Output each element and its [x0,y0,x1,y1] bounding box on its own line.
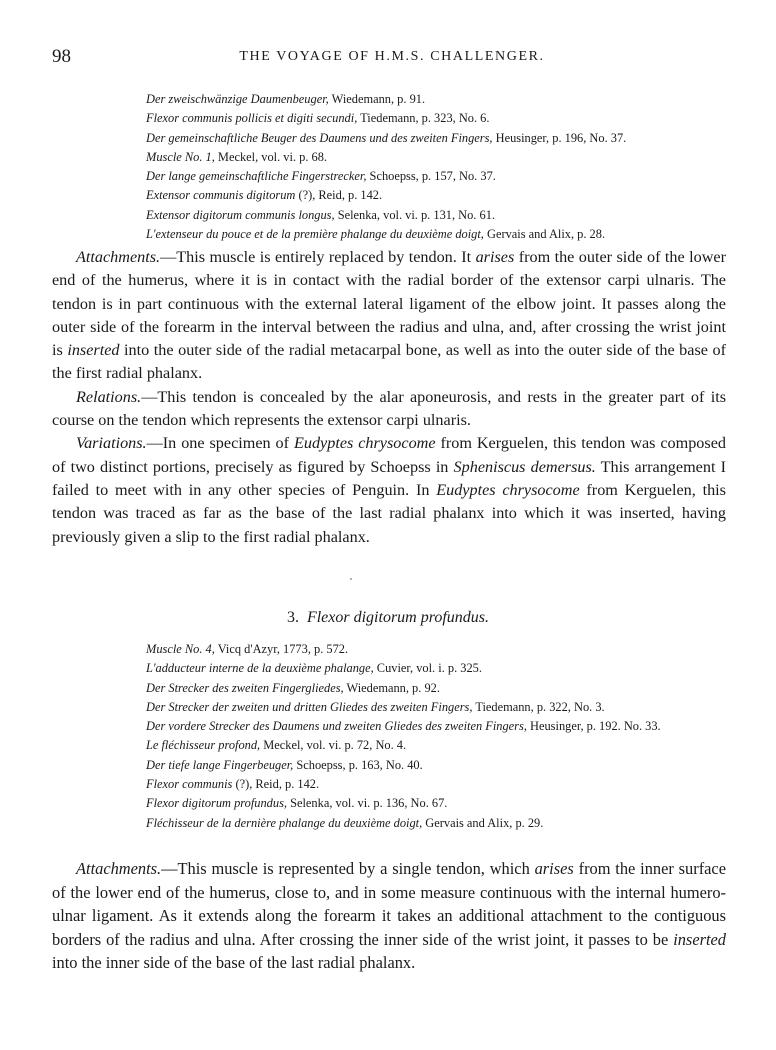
synonym-entry: L'adducteur interne de la deuxième phalange, Cuvier, vol. i. p. 325. [146,661,482,676]
synonym-entry: Flexor digitorum profundus, Selenka, vol. vi. p. 136, No. 67. [146,796,448,811]
synonymy-list-1 [146,90,726,244]
running-title: THE VOYAGE OF H.M.S. CHALLENGER. [239,49,545,64]
synonym-entry: Der vordere Strecker des Daumens und zweiten Gliedes des zweiten Fingers, Heusinger, p. 192. No. 33. [146,719,661,734]
synonymy-list-2 [146,640,726,833]
synonym-entry: Der tiefe lange Fingerbeuger, Schoepss, p. 163, No. 40. [146,757,423,772]
relations-paragraph: Relations.—This tendon is concealed by the alar aponeurosis, and rests in the greater part of its course on the tendon which represents the extensor carpi ulnaris. [52,387,726,430]
body-section-1 [52,246,726,549]
page-number: 98 [52,46,71,67]
synonym-entry: Muscle No. 1, Meckel, vol. vi. p. 68. [146,149,328,164]
attachments-paragraph: Attachments.—This muscle is entirely replaced by tendon. It arises from the outer side of the lower end of the humerus, where it is in contact with the radial border of the extensor carpi ulnaris. The tendon is in part continuous with the external lateral ligament of the elbow joint. It passes along the outer side of the forearm in the interval between the radius and ulna, and, after crossing the wrist joint is inserted into the outer side of the radial metacarpal bone, as well as into the outer side of the base of the first radial phalanx. [52,248,726,383]
synonym-entry: Flexor communis pollicis et digiti secundi, Tiedemann, p. 323, No. 6. [146,111,490,126]
synonym-entry: Flexor communis (?), Reid, p. 142. [146,777,320,792]
synonym-entry: Der Strecker des zweiten Fingergliedes, Wiedemann, p. 92. [146,680,440,695]
print-speck [350,578,352,580]
synonym-entry: Der Strecker der zweiten und dritten Gliedes des zweiten Fingers, Tiedemann, p. 322, No. 3. [146,699,605,714]
synonym-entry: Der gemeinschaftliche Beuger des Daumens und des zweiten Fingers, Heusinger, p. 196, No. 37. [146,130,627,145]
synonym-entry: Der lange gemeinschaftliche Fingerstrecker, Schoepss, p. 157, No. 37. [146,169,496,184]
synonym-entry: Extensor communis digitorum (?), Reid, p. 142. [146,188,383,203]
synonym-entry: Le fléchisseur profond, Meckel, vol. vi. p. 72, No. 4. [146,738,407,753]
variations-paragraph: Variations.—In one specimen of Eudyptes chrysocome from Kerguelen, this tendon was composed of two distinct portions, precisely as figured by Schoepss in Spheniscus demersus. This arrangement I failed to meet with in any other species of Penguin. In Eudyptes chrysocome from Kerguelen, this tendon was traced as far as the base of the last radial phalanx into which it was inserted, having previously given a slip to the first radial phalanx. [52,434,726,546]
synonym-entry: Fléchisseur de la dernière phalange du deuxième doigt, Gervais and Alix, p. 29. [146,815,544,830]
body-section-2 [52,857,726,975]
synonym-entry: Der zweischwänzige Daumenbeuger, Wiedemann, p. 91. [146,92,426,106]
synonym-entry: L'extenseur du pouce et de la première phalange du deuxième doigt, Gervais and Alix, p. 28. [146,227,606,242]
attachments-paragraph: Attachments.—This muscle is represented by a single tendon, which arises from the inner surface of the lower end of the humerus, close to, and in some measure continuous with the internal humero-ulnar ligament. As it extends along the forearm it takes an additional attachment to the contiguous borders of the radius and ulna. After crossing the inner side of the wrist joint, it passes to be inserted into the inner side of the base of the last radial phalanx. [52,859,726,973]
synonym-entry: Muscle No. 4, Vicq d'Azyr, 1773, p. 572. [146,642,349,656]
synonym-entry: Extensor digitorum communis longus, Selenka, vol. vi. p. 131, No. 61. [146,207,495,222]
page-header [52,46,732,70]
section-heading: 3. Flexor digitorum profundus. [286,609,490,626]
